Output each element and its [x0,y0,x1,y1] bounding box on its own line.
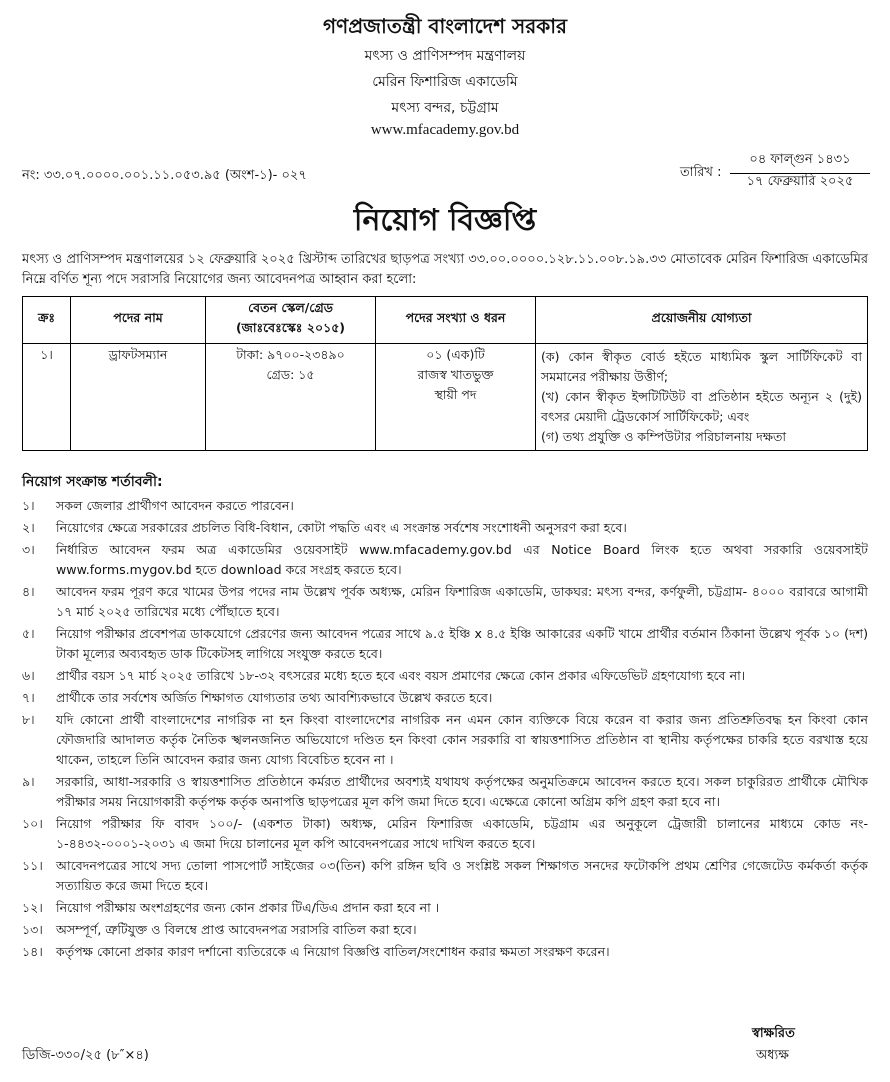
date-english: ১৭ ফেব্রুয়ারি ২০২৫ [746,174,854,189]
qual-item: (ক) কোন স্বীকৃত বোর্ড হইতে মাধ্যমিক স্কুল সার্টিফিকেট বা সমমানের পরীক্ষায় উত্তীর্ণ; [541,349,862,384]
table-header-row [23,297,868,344]
term-number: ৩। [22,542,35,557]
cell-qualification [536,344,868,451]
date-bangla: ০৪ ফাল্গুন ১৪৩১ [730,150,870,174]
qual-item: (গ) তথ্য প্রযুক্তি ও কম্পিউটার পরিচালনায় দক্ষতা [541,429,786,444]
term-text: কর্তৃপক্ষ কোনো প্রকার কারণ দর্শানো ব্যতিরেকে এ নিয়োগ বিজ্ঞপ্তি বাতিল/সংশোধন করার ক্ষমতা সংরক্ষণ করেন। [56,944,610,959]
pay-scale: টাকা: ৯৭০০-২৩৪৯০ [236,347,345,362]
term-text: সরকারি, আধা-সরকারি ও স্বায়ত্তশাসিত প্রতিষ্ঠানে কর্মরত প্রার্থীদের অবশ্যই যথাযথ কর্তৃপক্ষের অনুমতিক্রমে আবেদন করতে হবে। সকল চাকুরিরত প্রার্থীকে মৌখিক পরীক্ষার সময় নিয়োগকারী কর্তৃপক্ষ কর্তৃক অনাপত্তি ছাড়পত্রের মূল কপি জমা দিতে হবে। এক্ষেত্রে কোনো অগ্রিম কপি গ্রহণ করা হবে না। [56,774,868,809]
pay-grade: গ্রেড: ১৫ [266,367,315,382]
table-row [23,344,868,451]
col-qual: প্রয়োজনীয় যোগ্যতা [536,297,868,344]
list-item [22,624,868,664]
term-text: নির্ধারিত আবেদন ফরম অত্র একাডেমির ওয়েবসাইট www.mfacademy.gov.bd এর Notice Board লিংক হতে অথবা সরকারি ওয়েবসাইট www.forms.mygov.bd হতে download করে সংগ্রহ করতে হবে। [56,542,868,577]
intro-paragraph: মৎস্য ও প্রাণিসম্পদ মন্ত্রণালয়ের ১২ ফেব্রুয়ারি ২০২৫ খ্রিস্টাব্দ তারিখের ছাড়পত্র সংখ্যা ৩৩.০০.০০০০.১২৮.১১.০০৮.১৯.৩৩ মোতাবেক মেরিন ফিশারিজ একাডেমির নিম্নে বর্ণিত শূন্য পদে সরাসরি নিয়োগের জন্য আবেদনপত্র আহ্বান করা হলো: [22,252,868,287]
term-number: ১। [22,498,35,513]
list-item [22,856,868,896]
col-sl: ক্রঃ [23,297,71,344]
cell-sl: ১। [23,344,71,451]
term-number: ৯। [22,774,35,789]
term-text: নিয়োগের ক্ষেত্রে সরকারের প্রচলিত বিধি-বিধান, কোটা পদ্ধতি এবং এ সংক্রান্ত সর্বশেষ সংশোধনী অনুসরণ করা হবে। [56,520,627,535]
cell-post: ড্রাফটসম্যান [71,344,206,451]
terms-list [22,496,868,964]
term-number: ৬। [22,668,35,683]
term-number: ৮। [22,712,35,727]
term-text: আবেদন ফরম পূরণ করে খামের উপর পদের নাম উল্লেখ পূর্বক অধ্যক্ষ, মেরিন ফিশারিজ একাডেমি, ডাকঘর: মৎস্য বন্দর, কর্ণফুলী, চট্টগ্রাম- ৪০০০ বরাবরে আগামী ১৭ মার্চ ২০২৫ তারিখের মধ্যে পৌঁছাতে হবে। [56,584,868,619]
term-text: নিয়োগ পরীক্ষায় অংশগ্রহণের জন্য কোন প্রকার টিএ/ডিএ প্রদান করা হবে না । [56,900,440,915]
term-text: যদি কোনো প্রার্থী বাংলাদেশের নাগরিক না হন কিংবা বাংলাদেশের নাগরিক নন এমন কোন ব্যক্তিকে বিয়ে করেন বা করার জন্য প্রতিশ্রুতিবদ্ধ হন কিংবা কোন ফৌজদারি আদালত কর্তৃক নৈতিক স্খলনজনিত অভিযোগে দণ্ডিত হন কিংবা কোন সরকারি বা স্বায়ত্তশাসিত প্রতিষ্ঠান বা স্থানীয় কর্তৃপক্ষের চাকরি হতে বরখাস্ত হয়ে থাকেন, তাহলে তিনি আবেদন করার জন্য যোগ্য বিবেচিত হবেন না । [56,712,868,767]
ministry-line: মৎস্য ও প্রাণিসম্পদ মন্ত্রণালয় [364,48,526,64]
vacancy-table [22,296,868,451]
term-text: প্রার্থীর বয়স ১৭ মার্চ ২০২৫ তারিখে ১৮-৩২ বৎসরের মধ্যে হতে হবে এবং বয়স প্রমাণের ক্ষেত্রে কোন প্রকার এফিডেভিট গ্রহণযোগ্য হবে না। [56,668,746,683]
signature-designation: অধ্যক্ষ [756,1048,789,1063]
list-item [22,666,868,686]
memo-number: নং: ৩৩.০৭.০০০০.০০১.১১.০৫৩.৯৫ (অংশ-১)- ০২৭ [22,168,307,183]
post-count: ০১ (এক)টি [426,347,485,362]
terms-heading: নিয়োগ সংক্রান্ত শর্তাবলী: [22,474,163,490]
list-item [22,942,868,962]
term-text: প্রার্থীকে তার সর্বশেষ অর্জিত শিক্ষাগত যোগ্যতার তথ্য আবশ্যিকভাবে উল্লেখ করতে হবে। [56,690,493,705]
list-item [22,496,868,516]
list-item [22,814,868,854]
term-number: ১৪। [22,944,43,959]
term-number: ১১। [22,858,43,873]
signature-signed: স্বাক্ষরিত [752,1026,795,1041]
cell-count [376,344,536,451]
list-item [22,582,868,622]
qual-item: (খ) কোন স্বীকৃত ইন্সটিটিউট বা প্রতিষ্ঠান হইতে অন্যূন ২ (দুই) বৎসর মেয়াদী ট্রেডকোর্স সার্টিফিকেট; এবং [541,389,862,424]
website-line: www.mfacademy.gov.bd [370,122,520,138]
footer-code: ডিজি-৩৩০/২৫ (৮″×৪) [22,1048,149,1063]
list-item [22,518,868,538]
list-item [22,898,868,918]
term-number: ৪। [22,584,35,599]
col-count: পদের সংখ্যা ও ধরন [376,297,536,344]
term-text: আবেদনপত্রের সাথে সদ্য তোলা পাসপোর্ট সাইজের ০৩(তিন) কপি রঙ্গিন ছবি ও সংশ্লিষ্ট সকল শিক্ষাগত সনদের ফটোকপি প্রথম শ্রেণির গেজেটেড কর্মকর্তা কর্তৃক সত্যায়িত করে জমা দিতে হবে। [56,858,868,893]
date-label: তারিখ : [680,165,722,180]
gov-heading: গণপ্রজাতন্ত্রী বাংলাদেশ সরকার [323,14,567,38]
list-item [22,772,868,812]
term-number: ৫। [22,626,35,641]
col-pay [206,297,376,344]
cell-pay [206,344,376,451]
term-number: ১২। [22,900,43,915]
term-text: নিয়োগ পরীক্ষার প্রবেশপত্র ডাকযোগে প্রেরণের জন্য আবেদন পত্রের সাথে ৯.৫ ইঞ্চি x ৪.৫ ইঞ্চি আকারের একটি খামে প্রার্থীর বর্তমান ঠিকানা উল্লেখ পূর্বক ১০ (দশ) টাকা মূল্যের অব্যবহৃত ডাক টিকেটসহ লাগিয়ে সংযুক্ত করতে হবে। [56,626,868,661]
address-line: মৎস্য বন্দর, চট্টগ্রাম [391,100,499,116]
page-title: নিয়োগ বিজ্ঞপ্তি [353,203,537,238]
post-type-2: স্থায়ী পদ [434,387,477,402]
office-line: মেরিন ফিশারিজ একাডেমি [372,74,518,90]
list-item [22,710,868,770]
term-number: ২। [22,520,35,535]
post-type-1: রাজস্ব খাতভুক্ত [417,367,494,382]
list-item [22,920,868,940]
term-number: ৭। [22,690,35,705]
list-item [22,688,868,708]
term-number: ১০। [22,816,43,831]
col-post: পদের নাম [71,297,206,344]
term-text: অসম্পূর্ণ, ত্রুটিযুক্ত ও বিলম্বে প্রাপ্ত আবেদনপত্র সরাসরি বাতিল করা হবে। [56,922,417,937]
col-pay-line2: (জাঃবেঃস্কেঃ ২০১৫) [235,320,346,335]
term-text: সকল জেলার প্রার্থীগণ আবেদন করতে পারবেন। [56,498,294,513]
term-text: নিয়োগ পরীক্ষার ফি বাবদ ১০০/- (একশত টাকা) অধ্যক্ষ, মেরিন ফিশারিজ একাডেমি, চট্টগ্রাম এর অনুকূলে ট্রেজারী চালানের মাধ্যমে কোড নং- ১-৪৪৩২-০০০১-২০৩১ এ জমা দিয়ে চালানের মূল কপি আবেদনপত্রের সাথে দাখিল করতে হবে। [56,816,868,851]
col-pay-line1: বেতন স্কেল/গ্রেড [248,300,333,315]
term-number: ১৩। [22,922,43,937]
list-item [22,540,868,580]
